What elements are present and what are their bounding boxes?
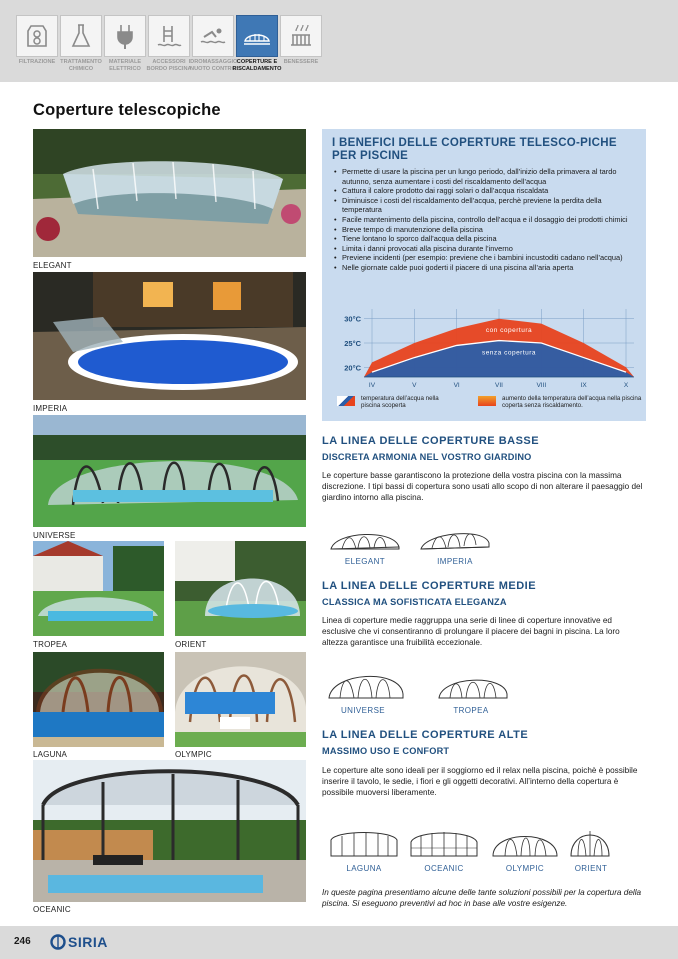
section-subtitle-basse: DISCRETA ARMONIA NEL VOSTRO GIARDINO [322, 452, 532, 462]
section-subtitle-medie: CLASSICA MA SOFISTICATA ELEGANZA [322, 597, 507, 607]
swimmer-icon [198, 21, 228, 51]
legend-label-senza: temperatura dell’acqua nella piscina scoperta [361, 395, 439, 410]
series-label-senza-copertura: senza copertura [481, 349, 537, 357]
nav-tab-accessori-bordo-piscina[interactable] [148, 15, 190, 57]
photo-elegant [33, 129, 306, 257]
diagram-label-laguna: LAGUNA [346, 864, 382, 873]
x-tick-label: V [412, 382, 417, 389]
filter-icon [22, 21, 52, 51]
section-title-alte: LA LINEA DELLE COPERTURE ALTE [322, 729, 529, 741]
x-tick-label: VII [495, 382, 503, 389]
closing-note: In queste pagina presentiamo alcune delle tante soluzioni possibili per la copertura della piscina. Si eseguono preventivi ad hoc in base alle vostre esigenze. [322, 888, 642, 908]
nav-label-idromassaggio[interactable]: IDROMASSAGGIO NUOTO CONTRO [188, 59, 238, 72]
nav-label-benessere[interactable]: BENESSERE [283, 59, 319, 65]
diagram-orient [568, 828, 612, 860]
diagram-oceanic [408, 828, 480, 860]
photo-oceanic [33, 760, 306, 902]
photo-caption-orient: ORIENT [175, 640, 207, 649]
legend-con-copertura [478, 395, 642, 409]
diagram-label-olympic: OLYMPIC [505, 864, 545, 873]
diagram-olympic [490, 828, 560, 860]
flask-icon [66, 21, 96, 51]
section-title-basse: LA LINEA DELLE COPERTURE BASSE [322, 435, 540, 447]
nav-tab-benessere[interactable] [280, 15, 322, 57]
benefit-item: • Nelle giornate calde puoi goderti il piacere di una piscina all’aria aperta [334, 263, 642, 273]
y-tick-label: 30°C [344, 314, 361, 324]
diagram-label-elegant: ELEGANT [344, 557, 386, 566]
benefit-item: • Diminuisce i costi del riscaldamento dell’acqua, perchè previene la perdita della temperatura [334, 196, 642, 215]
photo-caption-olympic: OLYMPIC [175, 750, 212, 759]
nav-label-coperture-riscaldamento[interactable]: COPERTURE E RISCALDAMENTO [232, 59, 282, 72]
page-title: Coperture telescopiche [33, 101, 221, 119]
photo-laguna [33, 652, 164, 747]
brand-logo[interactable] [50, 932, 108, 952]
nav-label-filtrazione[interactable]: FILTRAZIONE [18, 59, 56, 65]
benefit-item: • Previene incidenti (per esempio: previene che i bambini incustoditi cadano nell’acqua) [334, 253, 642, 263]
section-subtitle-alte: MASSIMO USO E CONFORT [322, 746, 450, 756]
benefit-item: • Cattura il calore prodotto dai raggi solari o dall’acqua riscaldata [334, 186, 642, 196]
photo-imperia [33, 272, 306, 400]
benefit-item: • Facile mantenimento della piscina, controllo dell’acqua e il dosaggio dei prodotti chimici [334, 215, 642, 225]
siria-logo-icon [50, 934, 66, 950]
y-tick-label: 20°C [344, 363, 361, 373]
diagram-label-tropea: TROPEA [453, 706, 489, 715]
photo-caption-oceanic: OCEANIC [33, 905, 71, 914]
photo-universe [33, 415, 306, 527]
pool-cover-icon [242, 21, 272, 51]
nav-tab-coperture-riscaldamento[interactable] [236, 15, 278, 57]
nav-label-trattamento-chimico[interactable]: TRATTAMENTO CHIMICO [60, 59, 102, 72]
series-label-con-copertura: con copertura [485, 326, 533, 334]
x-tick-label: IV [368, 382, 376, 389]
legend-swatch-red [478, 396, 496, 406]
nav-tab-trattamento-chimico[interactable] [60, 15, 102, 57]
x-tick-label: VIII [536, 382, 547, 389]
benefit-item: • Tiene lontano lo sporco dall’acqua della piscina [334, 234, 642, 244]
legend-swatch-blue [337, 396, 355, 406]
photo-caption-laguna: LAGUNA [33, 750, 68, 759]
y-tick-label: 25°C [344, 339, 361, 348]
pool-ladder-icon [154, 21, 184, 51]
section-text-basse: Le coperture basse garantiscono la protezione della vostra piscina con la massima discrezione. I tipi bassi di copertura sono usati allo scopo di non alterare il paesaggio del giardino intorno alla piscina. [322, 471, 643, 502]
temperature-chart [334, 305, 640, 391]
photo-caption-tropea: TROPEA [33, 640, 68, 649]
diagram-label-oceanic: OCEANIC [424, 864, 464, 873]
nav-label-accessori-bordo-piscina[interactable]: ACCESSORI BORDO PISCINA [146, 59, 192, 72]
photo-olympic [175, 652, 306, 747]
legend-label-con: aumento della temperatura dell’acqua nella piscina coperta senza riscaldamento. [502, 395, 642, 410]
diagram-imperia [418, 525, 492, 553]
nav-tab-materiale-elettrico[interactable] [104, 15, 146, 57]
diagram-elegant [328, 525, 402, 553]
photo-orient [175, 541, 306, 636]
wellness-icon [286, 21, 316, 51]
photo-tropea [33, 541, 164, 636]
benefit-item: • Permette di usare la piscina per un lungo periodo, dall’inizio della primavera al tardo autunno, senza aumentare i costi del riscaldamento dell’acqua [334, 167, 642, 186]
x-tick-label: VI [453, 382, 460, 389]
nav-tab-idromassaggio[interactable] [192, 15, 234, 57]
diagram-label-imperia: IMPERIA [437, 557, 473, 566]
section-text-alte: Le coperture alte sono ideali per il soggiorno ed il relax nella piscina, poichè è possibile inserire il tavolo, le sedie, i fiori e gli oggetti decorativi. All’interno della copertura è possibile muoversi liberamente. [322, 766, 638, 797]
diagram-label-universe: UNIVERSE [340, 706, 386, 715]
section-title-medie: LA LINEA DELLE COPERTURE MEDIE [322, 580, 537, 592]
x-tick-label: X [623, 382, 629, 389]
benefits-list [334, 167, 642, 273]
benefits-title: I BENEFICI DELLE COPERTURE TELESCO-PICHE PER PISCINE [332, 137, 617, 162]
nav-tab-filtrazione[interactable] [16, 15, 58, 57]
legend-senza-copertura [337, 395, 457, 409]
photo-caption-universe: UNIVERSE [33, 531, 76, 540]
benefit-item: • Limita i danni provocati alla piscina durante l’inverno [334, 244, 642, 254]
diagram-label-orient: ORIENT [574, 864, 608, 873]
benefit-item: • Breve tempo di manutenzione della piscina [334, 225, 642, 235]
photo-caption-imperia: IMPERIA [33, 404, 68, 413]
section-text-medie: Linea di coperture medie raggruppa una serie di linee di coperture innovative ed esclusive che vi consentiranno di prolungare il piacere dei bagni in piscina. La loro altezza garantisce una fruibilità eccezionale. [322, 616, 620, 647]
nav-label-materiale-elettrico[interactable]: MATERIALE ELETTRICO [108, 59, 142, 72]
x-tick-label: IX [580, 382, 587, 389]
diagram-tropea [436, 672, 510, 702]
diagram-universe [326, 668, 406, 702]
brand-name: SIRIA [68, 934, 108, 950]
photo-caption-elegant: ELEGANT [33, 261, 72, 270]
page-number: 246 [14, 936, 31, 947]
plug-icon [110, 21, 140, 51]
diagram-laguna [328, 828, 400, 860]
